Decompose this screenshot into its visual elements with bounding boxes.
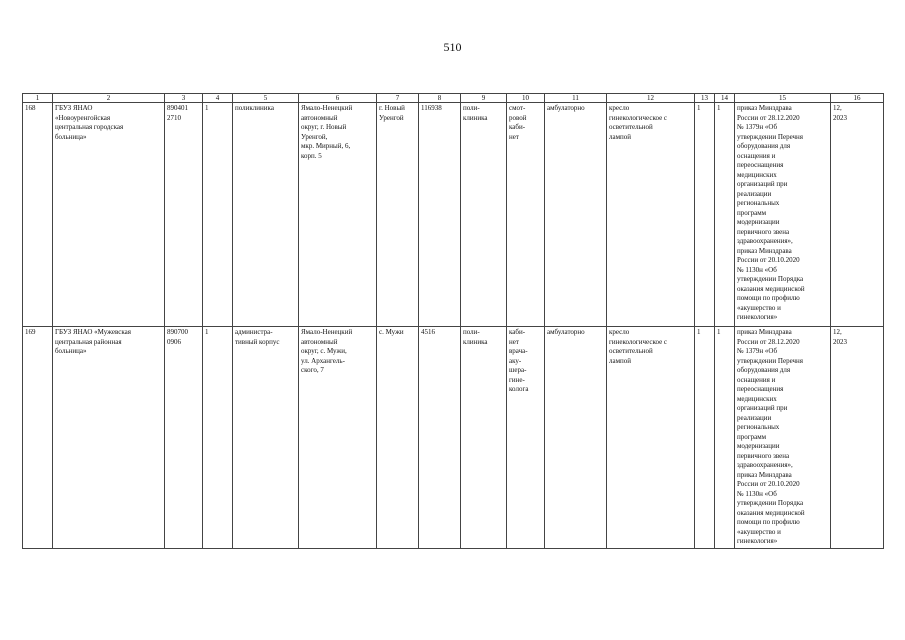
population-cell: 116938 (419, 103, 461, 327)
column-number: 10 (507, 94, 545, 103)
room-cell: смот- ровой каби- нет (507, 103, 545, 327)
quantity-cell: 1 (715, 327, 735, 549)
regulation-cell: приказ Минздрава России от 28.12.2020 № 1379н «Об утверждении Перечня оборудования для оснащения и переоснащения медицинских организаций при реализации региональных программ модернизации первичного звена здравоохранения», приказ Минздрава России от 20.10.2020 № 1130н «Об утверждении Порядка оказания медицинской помощи по профилю «акушерство и гинекология» (735, 327, 831, 549)
equipment-cell: кресло гинекологическое с осветительной лампой (607, 103, 695, 327)
code-cell: 890700 0906 (165, 327, 203, 549)
count-cell: 1 (203, 327, 233, 549)
column-number: 8 (419, 94, 461, 103)
column-number: 11 (545, 94, 607, 103)
column-number: 1 (23, 94, 53, 103)
population-cell: 4516 (419, 327, 461, 549)
column-number: 13 (695, 94, 715, 103)
organization-cell: ГБУЗ ЯНАО «Мужевская центральная районная больница» (53, 327, 165, 549)
date-cell: 12, 2023 (831, 103, 884, 327)
column-number: 2 (53, 94, 165, 103)
care-type-cell: амбулаторно (545, 103, 607, 327)
column-number: 3 (165, 94, 203, 103)
building-cell: поликлиника (233, 103, 299, 327)
count-cell: 1 (203, 103, 233, 327)
column-number: 9 (461, 94, 507, 103)
column-number: 5 (233, 94, 299, 103)
table-row (23, 327, 884, 549)
address-cell: Ямало-Ненецкий автономный округ, с. Мужи, ул. Архангель- ского, 7 (299, 327, 377, 549)
column-number: 4 (203, 94, 233, 103)
quantity-cell: 1 (715, 103, 735, 327)
quantity-cell: 1 (695, 327, 715, 549)
equipment-cell: кресло гинекологическое с осветительной лампой (607, 327, 695, 549)
column-number: 15 (735, 94, 831, 103)
column-number: 6 (299, 94, 377, 103)
care-type-cell: амбулаторно (545, 327, 607, 549)
column-number: 16 (831, 94, 884, 103)
date-cell: 12, 2023 (831, 327, 884, 549)
room-cell: каби- нет врача- аку- шера- гине- колога (507, 327, 545, 549)
quantity-cell: 1 (695, 103, 715, 327)
column-number-row (23, 94, 884, 103)
address-cell: Ямало-Ненецкий автономный округ, г. Новый Уренгой, мкр. Мирный, 6, корп. 5 (299, 103, 377, 327)
regulation-cell: приказ Минздрава России от 28.12.2020 № 1379н «Об утверждении Перечня оборудования для оснащения и переоснащения медицинских организаций при реализации региональных программ модернизации первичного звена здравоохранения», приказ Минздрава России от 20.10.2020 № 1130н «Об утверждении Порядка оказания медицинской помощи по профилю «акушерство и гинекология» (735, 103, 831, 327)
settlement-cell: г. Новый Уренгой (377, 103, 419, 327)
table-row (23, 103, 884, 327)
code-cell: 890401 2710 (165, 103, 203, 327)
row-number-cell: 168 (23, 103, 53, 327)
department-cell: поли- клиника (461, 327, 507, 549)
settlement-cell: с. Мужи (377, 327, 419, 549)
building-cell: администра- тивный корпус (233, 327, 299, 549)
department-cell: поли- клиника (461, 103, 507, 327)
column-number: 7 (377, 94, 419, 103)
column-number: 14 (715, 94, 735, 103)
equipment-table (22, 93, 884, 549)
column-number: 12 (607, 94, 695, 103)
page-number: 510 (443, 40, 462, 54)
row-number-cell: 169 (23, 327, 53, 549)
organization-cell: ГБУЗ ЯНАО «Новоуренгойская центральная городская больница» (53, 103, 165, 327)
